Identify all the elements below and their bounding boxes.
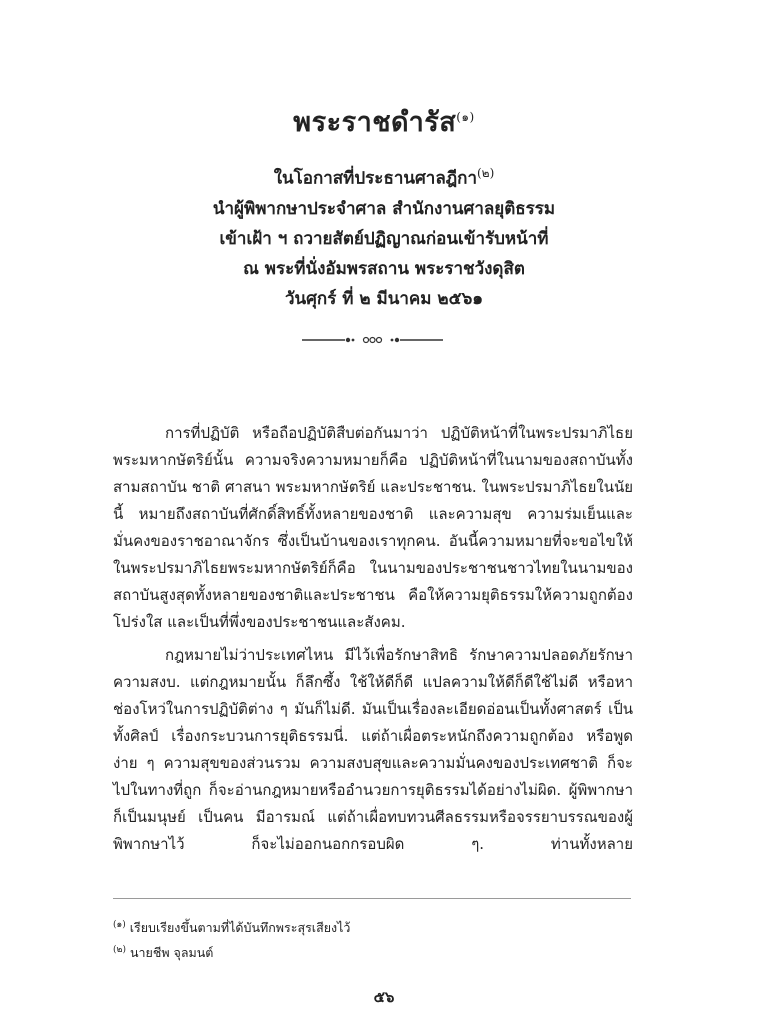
footnote-2	[113, 939, 633, 964]
subtitle-line-4: ณ พระที่นั่งอัมพรสถาน พระราชวังดุสิต	[243, 258, 525, 279]
subtitle-block	[0, 158, 768, 314]
footnotes	[113, 914, 633, 964]
body-paragraph-2: กฎหมายไม่ว่าประเทศไหน มีไว้เพื่อรักษาสิทธิ รักษาความปลอดภัยรักษาความสงบ. แต่กฎหมายนั้น ก็ลึกซึ้ง ใช้ให้ดีก็ดี แปลความให้ดีก็ดีใช้ไม่ดี หรือหาช่องโหว่ในการปฏิบัติต่าง ๆ มันก็ไม่ดี. มันเป็นเรื่องละเอียดอ่อนเป็นทั้งศาสตร์ เป็นทั้งศิลป์ เรื่องกระบวนการยุติธรรมนี่. แต่ถ้าเผื่อตระหนักถึงความถูกต้อง หรือพูดง่าย ๆ ความสุขของส่วนรวม ความสงบสุขและความมั่นคงของประเทศชาติ ก็จะไปในทางที่ถูก ก็จะอ่านกฎหมายหรืออำนวยการยุติธรรมได้อย่างไม่ผิด. ผู้พิพากษาก็เป็นมนุษย์ เป็นคน มีอารมณ์ แต่ถ้าเผื่อทบทวนศีลธรรมหรือจรรยาบรรณของผู้พิพากษาไว้ ก็จะไม่ออกนอกกรอบผิด ๆ. ท่านทั้งหลาย	[113, 646, 633, 853]
footnote-separator	[113, 898, 631, 899]
title-text: พระราชดำรัส	[293, 107, 457, 138]
ornament-divider-icon	[300, 330, 445, 350]
subtitle-line-2: นำผู้พิพากษาประจำศาล สำนักงานศาลยุติธรรม	[212, 198, 556, 219]
body-text	[113, 420, 633, 864]
subtitle-line-5: วันศุกร์ ที่ ๒ มีนาคม ๒๕๖๑	[284, 288, 484, 309]
subtitle-line-3: เข้าเฝ้า ฯ ถวายสัตย์ปฏิญาณก่อนเข้ารับหน้าที่	[219, 228, 549, 249]
subtitle-line-1-text: ในโอกาสที่ประธานศาลฎีกา	[273, 168, 477, 189]
footnote-2-marker: (๒)	[113, 945, 126, 956]
footnote-1-text: เรียบเรียงขึ้นตามที่ได้บันทึกพระสุรเสียงไว้	[129, 920, 351, 936]
page-title	[0, 100, 768, 143]
body-paragraph-1: การที่ปฏิบัติ หรือถือปฏิบัติสืบต่อกันมาว่า ปฏิบัติหน้าที่ในพระปรมาภิไธยพระมหากษัตริย์นั้น ความจริงความหมายก็คือ ปฏิบัติหน้าที่ในนามของสถาบันทั้งสามสถาบัน ชาติ ศาสนา พระมหากษัตริย์ และประชาชน. ในพระปรมาภิไธยในนัยนี้ หมายถึงสถาบันที่ศักดิ์สิทธิ์ทั้งหลายของชาติ และความสุข ความร่มเย็นและมั่นคงของราชอาณาจักร ซึ่งเป็นบ้านของเราทุกคน. อันนี้ความหมายที่จะขอไขให้ ในพระปรมาภิไธยพระมหากษัตริย์ก็คือ ในนามของประชาชนชาวไทยในนามของสถาบันสูงสุดทั้งหลายของชาติและประชาชน คือให้ความยุติธรรมให้ความถูกต้อง โปร่งใส และเป็นที่พึ่งของประชาชนและสังคม.	[113, 424, 633, 631]
subtitle-line-1	[0, 158, 768, 194]
footnote-1	[113, 914, 633, 939]
footnote-2-text: นายชีพ จุลมนต์	[129, 945, 214, 961]
subtitle-footnote-marker: (๒)	[477, 166, 495, 180]
title-footnote-marker: (๑)	[456, 110, 475, 124]
footnote-1-marker: (๑)	[113, 920, 126, 930]
page-number: ๕๖	[373, 988, 395, 1006]
